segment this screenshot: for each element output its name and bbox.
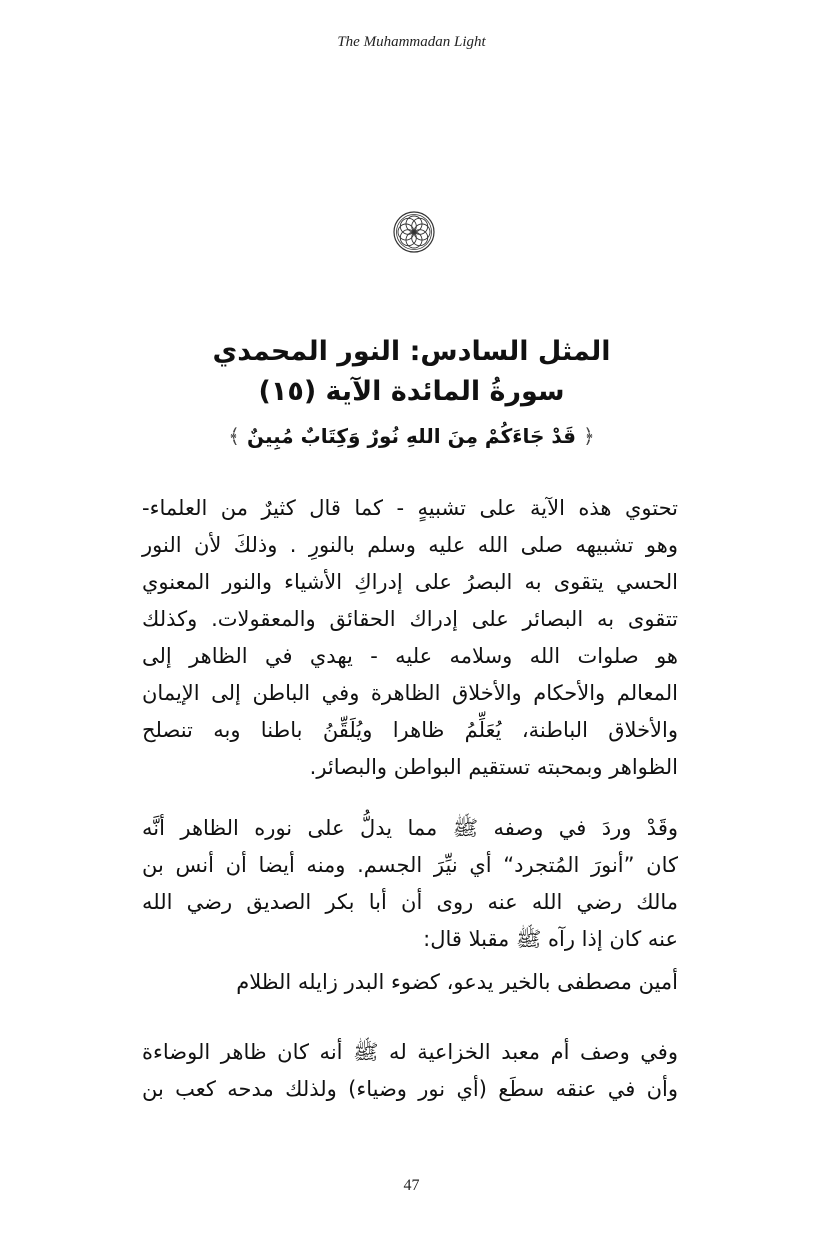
poetry-couplet: أمين مصطفى بالخير يدعو، كضوء البدر زايله الظلام [236, 970, 678, 994]
text-line: وفي وصف أم معبد الخزاعية له ﷺ أنه كان ظاهر الوضاءة [142, 1040, 678, 1064]
text-line: عنه كان إذا رآه ﷺ مقبلا قال: [423, 927, 678, 951]
verse-text: قَدْ جَاءَكُمْ مِنَ اللهِ نُورٌ وَكِتَابٌ مُبِينٌ [246, 424, 577, 448]
paragraph-2 [142, 810, 678, 958]
paragraph-1 [142, 490, 678, 786]
paragraph-3 [142, 1034, 678, 1108]
page-number: 47 [403, 1177, 420, 1194]
text-line: تتقوى به البصائر على إدراك الحقائق والمعقولات. وكذلك [142, 607, 678, 631]
text-line: المعالم والأحكام والأخلاق الظاهرة وفي الباطن إلى الإيمان [142, 681, 678, 705]
rosette-ornament-icon [392, 210, 436, 254]
verse-open-bracket: ﴿ [582, 424, 595, 448]
text-line: تحتوي هذه الآية على تشبيهٍ - كما قال كثيرٌ من العلماء- [142, 496, 678, 520]
section-subtitle: سورةُ المائدة الآية (١٥) [258, 376, 565, 407]
text-line: الظواهر وبمحبته تستقيم البواطن والبصائر. [309, 755, 678, 779]
text-line: الحسي يتقوى به البصرُ على إدراكِ الأشياء والنور المعنوي [142, 570, 678, 594]
text-line: مالك رضي الله عنه روى أن أبا بكر الصديق رضي الله [142, 890, 678, 914]
section-title: المثل السادس: النور المحمدي [212, 336, 611, 367]
verse-close-bracket: ﴾ [228, 424, 240, 448]
text-line: هو صلوات الله وسلامه عليه - يهدي في الظاهر إلى [142, 644, 678, 668]
text-line: وقَدْ وردَ في وصفه ﷺ مما يدلُّ على نوره الظاهر أنَّه [142, 816, 678, 840]
quran-verse [0, 424, 823, 448]
text-line: وأن في عنقه سطَع (أي نور وضياء) ولذلك مدحه كعب بن [142, 1077, 678, 1101]
text-line: وهو تشبيهه صلى الله عليه وسلم بالنورِ . وذلكَ لأن النور [142, 533, 678, 557]
text-line: والأخلاق الباطنة، يُعَلِّمُ ظاهرا ويُلَقِّنُ باطنا وبه تنصلح [142, 718, 678, 742]
running-head: The Muhammadan Light [337, 34, 486, 50]
text-line: كان ”أنورَ المُتجرد“ أي نيِّرَ الجسم. ومنه أيضا أن أنس بن [142, 853, 678, 877]
